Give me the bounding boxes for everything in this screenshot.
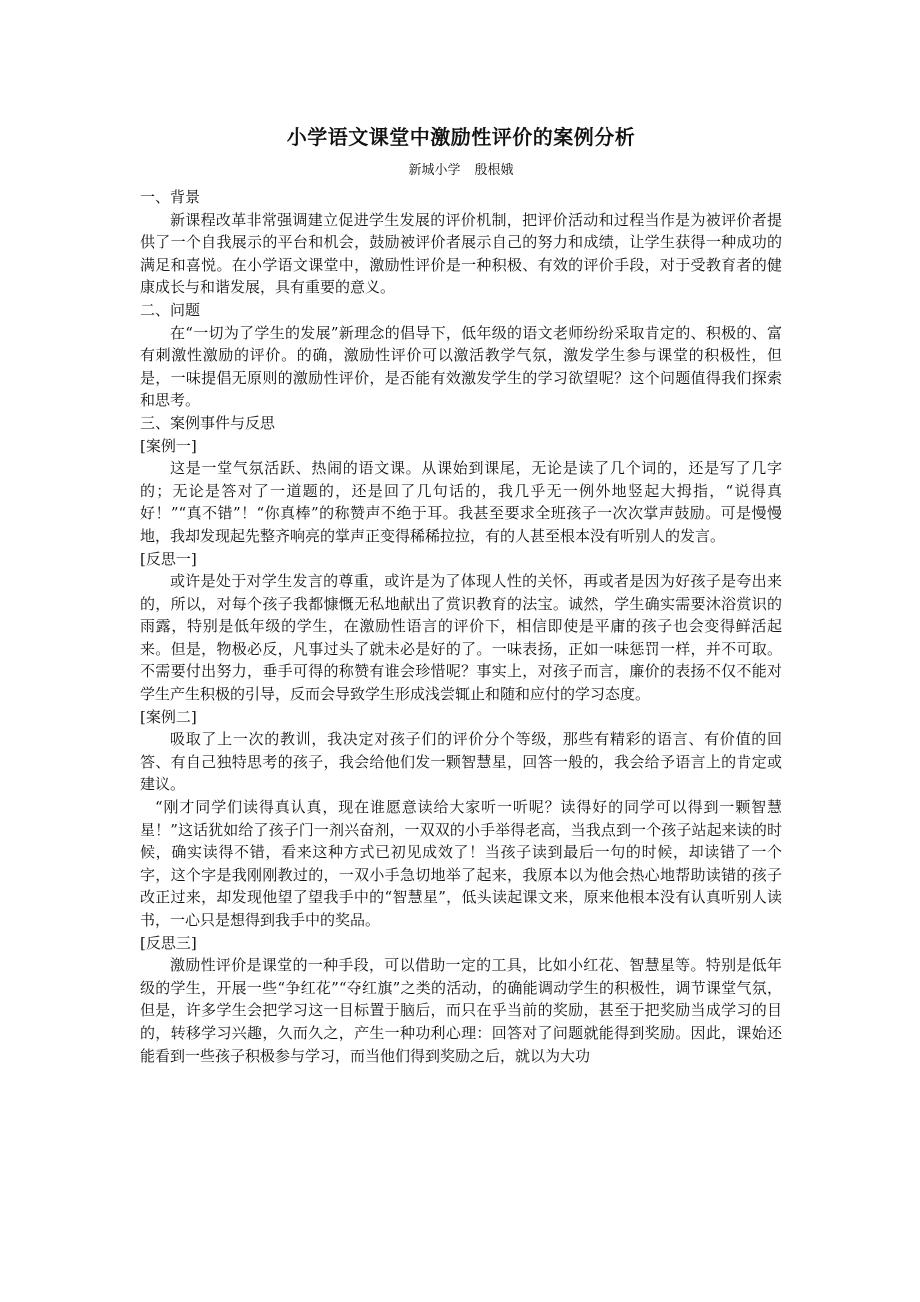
paragraph-case-two-quote: “刚才同学们读得真认真，现在谁愿意读给大家听一听呢？读得好的同学可以得到一颗智慧星！”这话犹如给了孩子门一剂兴奋剂，一双双的小手举得老高，当我点到一个孩子站起来读的时候，确实读得不错，看来这种方式已初见成效了！当孩子读到最后一句的时候，却读错了一个字，这个字是我刚刚教过的，一双小手急切地举了起来，我原本以为他会热心地帮助读错的孩子改正过来，却发现他望了望我手中的“智慧星”，低头读起课文来，原来他根本没有认真听别人读书，一心只是想得到我手中的奖品。 [140,798,782,929]
section-heading-problem: 二、问题 [140,300,201,319]
section-heading-cases: 三、案例事件与反思 [140,413,276,432]
author-school: 新城小学 [408,163,461,178]
paragraph-case-one: 这是一堂气氛活跃、热闹的语文课。从课始到课尾，无论是读了几个词的，还是写了几字的；无论是答对了一道题的，还是回了几句话的，我几乎无一例外地竖起大拇指，“说得真好！”“真不错”！“你真棒”的称赞声不绝于耳。我甚至要求全班孩子一次次掌声鼓励。可是慢慢地，我却发现起先整齐响亮的掌声正变得稀稀拉拉，有的人甚至根本没有听别人的发言。 [140,459,782,545]
reflection-three-label: [反思三] [140,933,197,952]
case-two-label: [案例二] [140,707,197,726]
paragraph-problem: 在“一切为了学生的发展”新理念的倡导下，低年级的语文老师纷纷采取肯定的、积极的、富有刺激性激励的评价。的确，激励性评价可以激活教学气氛，激发学生参与课堂的积极性，但是，一味提倡无原则的激励性评价，是否能有效激发学生的学习欲望呢？这个问题值得我们探索和思考。 [140,323,782,410]
document-page [140,120,782,1067]
case-one-label: [案例一] [140,436,197,455]
paragraph-reflection-three: 激励性评价是课堂的一种手段，可以借助一定的工具，比如小红花、智慧星等。特别是低年级的学生，开展一些“争红花”“夺红旗”之类的活动，的确能调动学生的积极性，调节课堂气氛，但是，许多学生会把学习这一目标置于脑后，而只在乎当前的奖励，甚至于把奖励当成学习的目的，转移学习兴趣，久而久之，产生一种功利心理：回答对了问题就能得到奖励。因此，课始还能看到一些孩子积极参与学习，而当他们得到奖励之后，就以为大功 [140,956,782,1065]
reflection-one-label: [反思一] [140,549,197,568]
paragraph-reflection-one: 或许是处于对学生发言的尊重，或许是为了体现人性的关怀，再或者是因为好孩子是夸出来的，所以，对每个孩子我都慷慨无私地献出了赏识教育的法宝。诚然，学生确实需要沐浴赏识的雨露，特别是低年级的学生，在激励性语言的评价下，相信即使是平庸的孩子也会变得鲜活起来。但是，物极必反，凡事过头了就未必是好的了。一味表扬，正如一味惩罚一样，并不可取。不需要付出努力，垂手可得的称赞有谁会珍惜呢？事实上，对孩子而言，廉价的表扬不仅不能对学生产生积极的引导，反而会导致学生形成浅尝辄止和随和应付的学习态度。 [140,572,782,704]
document-title: 小学语文课堂中激励性评价的案例分析 [286,125,636,149]
paragraph-case-two: 吸取了上一次的教训，我决定对孩子们的评价分个等级，那些有精彩的语言、有价值的回答、有自己独特思考的孩子，我会给他们发一颗智慧星，回答一般的，我会给予语言上的肯定或建议。 [140,730,782,794]
section-heading-background: 一、背景 [140,188,201,206]
paragraph-background: 新课程改革非常强调建立促进学生发展的评价机制，把评价活动和过程当作是为被评价者提供了一个自我展示的平台和机会，鼓励被评价者展示自己的努力和成绩，让学生获得一种成功的满足和喜悦。在小学语文课堂中，激励性评价是一种积极、有效的评价手段，对于受教育者的健康成长与和谐发展，具有重要的意义。 [140,210,782,297]
author-line [140,160,782,182]
author-name: 殷根娥 [474,163,514,178]
